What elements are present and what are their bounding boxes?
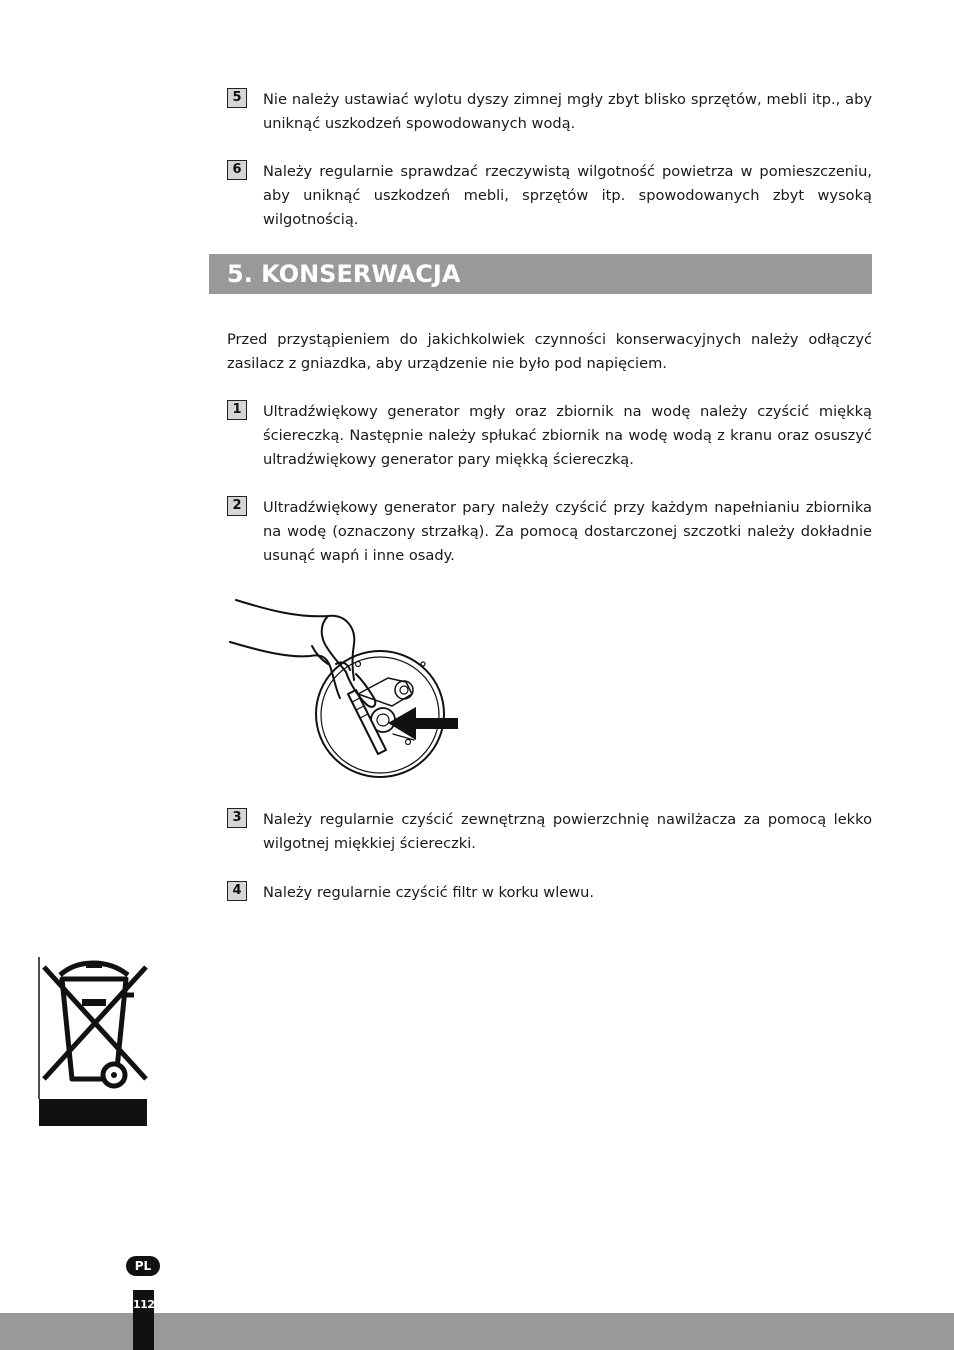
list-item bbox=[227, 808, 872, 856]
page-number-tab bbox=[133, 1290, 154, 1350]
cleaning-illustration bbox=[228, 594, 468, 788]
item-number: 4 bbox=[227, 881, 247, 901]
item-number: 3 bbox=[227, 808, 247, 828]
section-title: 5. KONSERWACJA bbox=[227, 260, 461, 288]
item-number: 1 bbox=[227, 400, 247, 420]
section-heading-bar bbox=[209, 254, 872, 294]
crossed-bin-icon bbox=[38, 957, 148, 1127]
item-text: Należy regularnie czyścić filtr w korku wlewu. bbox=[263, 884, 595, 901]
item-text: Ultradźwiękowy generator mgły oraz zbiornik na wodę należy czyścić miękką ściereczką. Następnie należy spłukać zbiornik na wodę wodą z kranu oraz osuszyć ultradźwiękowy generator pary miękką ściereczką. bbox=[263, 403, 872, 468]
list-item bbox=[227, 881, 872, 905]
list-item bbox=[227, 496, 872, 568]
item-number: 2 bbox=[227, 496, 247, 516]
weee-symbol bbox=[38, 957, 148, 1131]
item-text: Ultradźwiękowy generator pary należy czyścić przy każdym napełnianiu zbiornika na wodę (oznaczony strzałką). Za pomocą dostarczonej szczotki należy dokładnie usunąć wapń i inne osady. bbox=[263, 499, 872, 564]
language-badge: PL bbox=[126, 1256, 160, 1276]
list-item bbox=[227, 400, 872, 472]
item-text: Należy regularnie czyścić zewnętrzną powierzchnię nawilżacza za pomocą lekko wilgotnej miękkiej ściereczki. bbox=[263, 811, 872, 852]
item-text: Należy regularnie sprawdzać rzeczywistą wilgotność powietrza w pomieszczeniu, aby uniknąć uszkodzeń mebli, sprzętów itp. spowodowanych zbyt wysoką wilgotnością. bbox=[263, 163, 872, 228]
hand-cleaning-illustration bbox=[228, 594, 468, 784]
item-text: Nie należy ustawiać wylotu dyszy zimnej mgły zbyt blisko sprzętów, mebli itp., aby uniknąć uszkodzeń spowodowanych wodą. bbox=[263, 91, 872, 132]
item-number: 5 bbox=[227, 88, 247, 108]
section-intro: Przed przystąpieniem do jakichkolwiek czynności konserwacyjnych należy odłączyć zasilacz z gniazdka, aby urządzenie nie było pod napięciem. bbox=[227, 331, 872, 372]
item-number: 6 bbox=[227, 160, 247, 180]
list-item bbox=[227, 160, 872, 232]
list-item bbox=[227, 88, 872, 136]
page-number: 112 bbox=[133, 1298, 155, 1311]
